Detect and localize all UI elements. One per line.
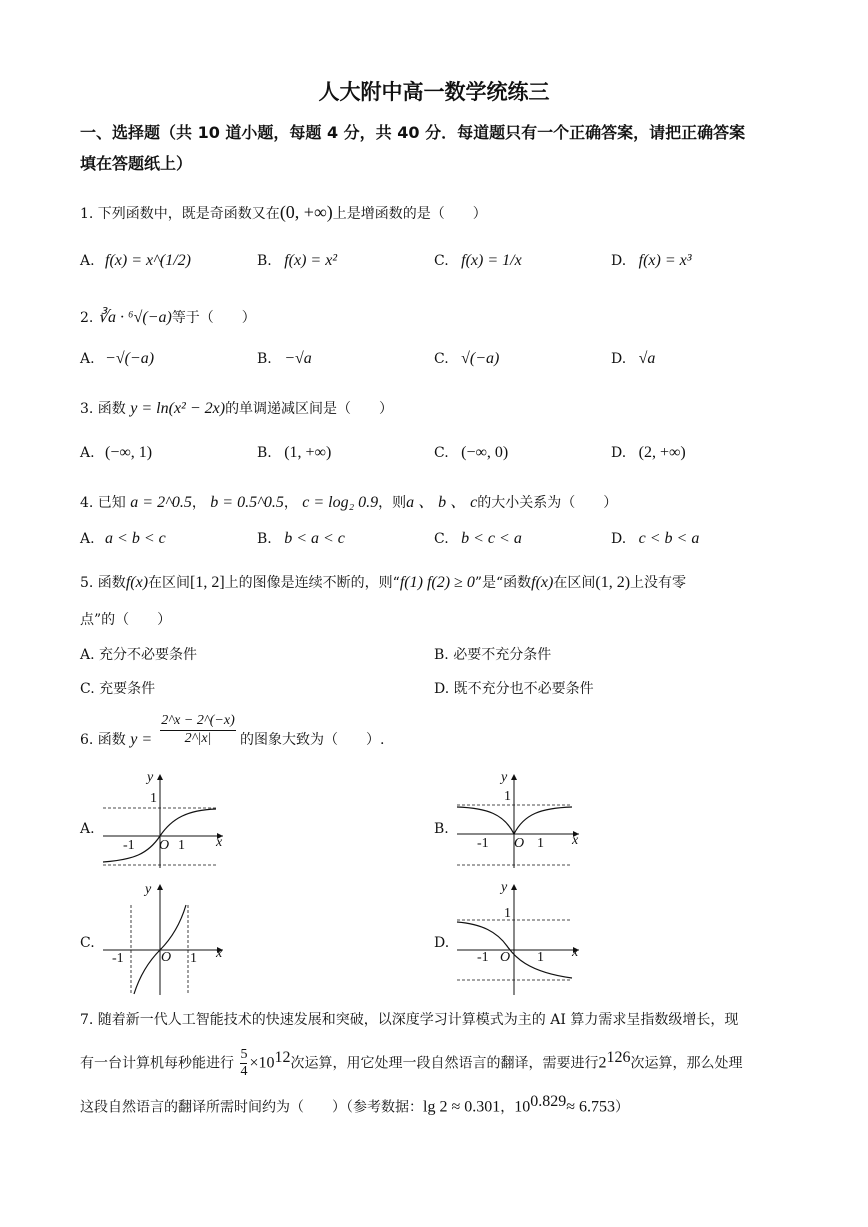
q7-ten: 10 <box>514 1098 531 1116</box>
question-5-line1 <box>80 572 686 592</box>
option-label: C. <box>434 445 449 461</box>
graph-a-y-label: y <box>147 770 154 785</box>
q3-option-a-expr: (−∞, 1) <box>105 444 153 461</box>
q4-vars: a 、 b 、 c <box>406 494 478 511</box>
q6-y: y = <box>130 731 153 748</box>
q6-prefix: 6. 函数 <box>80 732 126 748</box>
option-label: C. <box>80 681 95 697</box>
q5-option-a[interactable] <box>80 644 197 664</box>
graph-a-tick-1: 1 <box>150 791 157 806</box>
q6-option-d[interactable]: D. <box>434 935 450 951</box>
q4-b-expr: b = 0.5^0.5 <box>210 494 284 511</box>
q4-mid: ，则 <box>378 495 407 511</box>
graph-d-tick-x1: 1 <box>537 950 544 965</box>
option-label: D. <box>611 445 627 461</box>
q6-option-c[interactable]: C. <box>80 935 95 951</box>
question-1 <box>80 202 487 223</box>
q6-graph-c[interactable] <box>98 880 238 1000</box>
q4-option-c[interactable] <box>434 530 522 548</box>
question-4: 4. 已知 a = 2^0.5， b = 0.5^0.5， c = log₂ 0.9，则a 、 b 、 c的大小关系为（ ） <box>80 494 618 511</box>
q2-option-a[interactable] <box>80 350 154 368</box>
q4-option-a-expr: a < b < c <box>105 530 166 547</box>
question-5-line2: 点”的（ ） <box>80 612 172 628</box>
q5-text: 在区间 <box>553 575 596 591</box>
q4-option-c-expr: b < c < a <box>461 530 522 547</box>
q2-option-c[interactable] <box>434 350 499 368</box>
q6-fraction <box>160 713 236 747</box>
graph-d-x-label: x <box>572 945 579 960</box>
question-7-line2 <box>80 1047 742 1080</box>
q4-option-b-expr: b < a < c <box>284 530 345 547</box>
question-6 <box>80 729 152 749</box>
graph-a-tick-x1: 1 <box>178 838 185 853</box>
q7-ref2: ≈ 6.753 <box>566 1098 616 1116</box>
q5-option-d[interactable] <box>434 678 594 698</box>
q3-option-c[interactable] <box>434 444 508 462</box>
q4-a-expr: a = 2^0.5 <box>130 494 192 511</box>
graph-b-tick-neg1: -1 <box>477 836 489 851</box>
q7-comma: ， <box>500 1099 515 1116</box>
option-label: D. <box>611 531 627 547</box>
q5-interval: [1, 2] <box>190 574 225 591</box>
q3-option-b[interactable] <box>257 444 331 462</box>
question-2 <box>80 307 256 327</box>
q7-ref1: lg 2 ≈ 0.301 <box>423 1098 501 1116</box>
option-label: C. <box>434 531 449 547</box>
q7-two: 2 <box>598 1054 607 1072</box>
q5-option-c-text: 充要条件 <box>99 681 156 697</box>
graph-a-tick-neg1: -1 <box>123 838 135 853</box>
q5-fx2: f(x) <box>531 574 554 591</box>
q7-exp12: 12 <box>274 1048 291 1066</box>
graph-c-tick-neg1: -1 <box>112 951 124 966</box>
q2-prefix: 2. <box>80 310 94 326</box>
graph-c-origin: O <box>161 950 172 965</box>
q5-cond: f(1) f(2) ≥ 0 <box>399 574 475 591</box>
option-label: B. <box>257 253 272 269</box>
q5-option-b-text: 必要不充分条件 <box>453 647 552 663</box>
q5-text: 上的图像是连续不断的，则“ <box>224 575 400 591</box>
graph-c-x-label: x <box>216 946 223 961</box>
q6-graph-d[interactable] <box>452 880 592 1000</box>
q6-option-a[interactable]: A. <box>80 821 95 837</box>
q6-option-b[interactable]: B. <box>434 821 449 837</box>
q4-c-expr: c = log₂ 0.9 <box>302 494 379 511</box>
q5-option-d-text: 既不充分也不必要条件 <box>453 681 594 697</box>
q5-option-a-text: 充分不必要条件 <box>99 647 198 663</box>
graph-c-tick-x1: 1 <box>190 951 197 966</box>
q2-option-b[interactable] <box>257 350 312 368</box>
q5-text: ”是“函数 <box>474 575 532 591</box>
graph-a-x-label: x <box>216 835 223 850</box>
option-label: B. <box>257 531 272 547</box>
q1-option-a[interactable] <box>80 252 191 270</box>
q1-option-d-expr: f(x) = x³ <box>638 252 692 269</box>
q7-text: ） <box>615 1099 630 1116</box>
graph-c-y-label: y <box>145 882 152 897</box>
q1-option-d[interactable] <box>611 252 692 270</box>
q5-text: 在区间 <box>148 575 191 591</box>
section-header-line2: 填在答题纸上） <box>80 154 193 173</box>
question-7-line3 <box>80 1093 629 1117</box>
q3-option-d[interactable] <box>611 444 686 462</box>
q3-option-c-expr: (−∞, 0) <box>461 444 509 461</box>
q3-prefix: 3. 函数 <box>80 401 126 417</box>
q4-prefix: 4. 已知 <box>80 495 126 511</box>
q7-text: 次运算，那么处理 <box>630 1055 743 1072</box>
q2-option-d[interactable] <box>611 350 655 368</box>
q5-option-c[interactable] <box>80 678 155 698</box>
q4-option-d[interactable] <box>611 530 699 548</box>
q2-option-c-expr: √(−a) <box>461 350 500 367</box>
q7-frac-num: 5 <box>240 1047 248 1062</box>
q4-suffix: 的大小关系为（ ） <box>477 495 618 511</box>
option-label: A. <box>80 531 95 547</box>
q4-option-b[interactable] <box>257 530 345 548</box>
option-label: D. <box>611 351 627 367</box>
option-label: B. <box>434 647 449 663</box>
q6-denominator: 2^|x| <box>184 731 212 746</box>
graph-b-x-label: x <box>572 833 579 848</box>
q3-option-a[interactable] <box>80 444 152 462</box>
q6-graph-b[interactable] <box>452 770 592 870</box>
q5-interval2: (1, 2) <box>595 574 631 591</box>
q3-option-b-expr: (1, +∞) <box>284 444 332 461</box>
q7-text: 这段自然语言的翻译所需时间约为（ ）（参考数据： <box>80 1099 423 1116</box>
option-label: C. <box>434 253 449 269</box>
q2-option-b-expr: −√a <box>284 350 312 367</box>
q4-option-d-expr: c < b < a <box>638 530 700 547</box>
q7-exp0829: 0.829 <box>530 1093 567 1110</box>
option-label: B. <box>257 445 272 461</box>
q1-interval: (0, +∞) <box>279 202 333 222</box>
question-3 <box>80 398 393 418</box>
option-label: D. <box>611 253 627 269</box>
q3-suffix: 的单调递减区间是（ ） <box>225 401 394 417</box>
option-label: A. <box>80 253 95 269</box>
page-title: 人大附中高一数学统练三 <box>318 80 550 104</box>
question-7-line1: 7. 随着新一代人工智能技术的快速发展和突破，以深度学习计算模式为主的 AI 算力需求呈指数级增长，现 <box>80 1012 739 1028</box>
q1-suffix: 上是增函数的是（ ） <box>332 206 487 222</box>
graph-a-origin: O <box>159 838 170 853</box>
option-label: A. <box>80 351 95 367</box>
q1-option-b[interactable] <box>257 252 337 270</box>
graph-d-tick-neg1: -1 <box>477 950 489 965</box>
q2-suffix: 等于（ ） <box>171 310 256 326</box>
graph-b-tick-1: 1 <box>504 789 511 804</box>
q6-suffix: 的图象大致为（ ）. <box>240 732 385 748</box>
option-label: A. <box>80 445 95 461</box>
option-label: B. <box>257 351 272 367</box>
q7-exp126: 126 <box>606 1048 631 1066</box>
q3-option-d-expr: (2, +∞) <box>638 444 686 461</box>
q1-option-c[interactable] <box>434 252 522 270</box>
q1-prefix: 1. 下列函数中，既是奇函数又在 <box>80 206 280 222</box>
graph-b-origin: O <box>514 836 525 851</box>
q5-fx: f(x) <box>125 574 149 591</box>
graph-d-origin: O <box>500 950 511 965</box>
option-label: D. <box>434 681 450 697</box>
q2-expr: ∛a · ⁶√(−a) <box>97 309 172 326</box>
q5-text: 上没有零 <box>630 575 687 591</box>
q7-text: 有一台计算机每秒能进行 <box>80 1055 234 1072</box>
q6-graph-a[interactable] <box>98 770 238 870</box>
q3-expr: y = ln(x² − 2x) <box>130 400 226 417</box>
q7-text: 次运算，用它处理一段自然语言的翻译，需要进行 <box>290 1055 599 1072</box>
graph-d-tick-1: 1 <box>504 906 511 921</box>
q7-frac-den: 4 <box>240 1064 248 1079</box>
q1-option-b-expr: f(x) = x² <box>284 252 338 269</box>
q5-option-b[interactable] <box>434 644 551 664</box>
graph-d-y-label: y <box>501 880 508 895</box>
graph-b-tick-x1: 1 <box>537 836 544 851</box>
q5-text: 5. 函数 <box>80 575 126 591</box>
q2-option-a-expr: −√(−a) <box>105 350 155 367</box>
q6-numerator: 2^x − 2^(−x) <box>160 713 236 731</box>
q2-option-d-expr: √a <box>638 350 656 367</box>
q7-times: ×10 <box>249 1054 275 1072</box>
section-header-line1: 一、选择题（共 10 道小题，每题 4 分，共 40 分．每道题只有一个正确答案，请把正确答案 <box>80 123 746 142</box>
q4-option-a[interactable] <box>80 530 166 548</box>
option-label: C. <box>434 351 449 367</box>
q7-fraction <box>240 1047 247 1080</box>
option-label: A. <box>80 647 95 663</box>
q1-option-c-expr: f(x) = 1/x <box>461 252 522 269</box>
q1-option-a-expr: f(x) = x^(1/2) <box>105 252 191 269</box>
graph-b-y-label: y <box>501 770 508 785</box>
